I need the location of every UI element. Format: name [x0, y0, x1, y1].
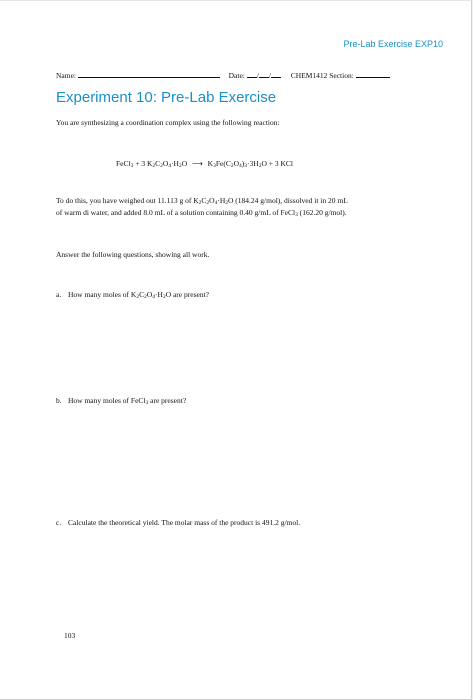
paragraph-line-1: To do this, you have weighed out 11.113 g of $K_2C_2O_4\cdot H_2O$ (184.24 g/mol), dissolved it in 20 mL [56, 196, 348, 206]
date-day-blank[interactable] [256, 69, 269, 80]
exercise-label: Pre-Lab Exercise EXP10 [343, 39, 443, 49]
name-label: Name: [56, 71, 76, 80]
reaction-arrow-icon: ⟶ [192, 159, 203, 168]
question-c: c. Calculate the theoretical yield. The molar mass of the product is 491.2 g/mol. [56, 518, 301, 527]
question-b: b. How many moles of FeCl$_3$ are present? [56, 396, 187, 406]
page-title: Experiment 10: Pre-Lab Exercise [56, 89, 277, 106]
reaction-equation: FeCl$_3$ + 3 $K_2C_2O_4\cdot H_2O$ ⟶ $K_3Fe(C_2O_4)_3\cdot 3H_2O + 3$ KCl [116, 159, 293, 169]
instruction-text: Answer the following questions, showing all work. [56, 250, 210, 259]
intro-text: You are synthesizing a coordination complex using the following reaction: [56, 118, 280, 127]
name-blank[interactable] [78, 69, 220, 78]
date-separator: / [256, 71, 259, 80]
paragraph-line-2: of warm di water, and added 8.0 mL of a solution containing 0.40 g/mL of FeCl$_3$ (162.20 g/mol). [56, 208, 347, 218]
page-number: 103 [64, 631, 76, 640]
question-a: a. How many moles of $K_2C_2O_4\cdot H_2O$ are present? [56, 290, 209, 300]
course-label: CHEM1412 Section: [290, 71, 354, 80]
date-label: Date: [228, 71, 245, 80]
setup-paragraph [56, 196, 436, 220]
date-year-blank[interactable] [268, 69, 281, 80]
section-blank[interactable] [356, 69, 390, 78]
student-info-line [56, 69, 390, 80]
date-month-blank[interactable] [247, 69, 257, 78]
date-separator: / [268, 71, 271, 80]
